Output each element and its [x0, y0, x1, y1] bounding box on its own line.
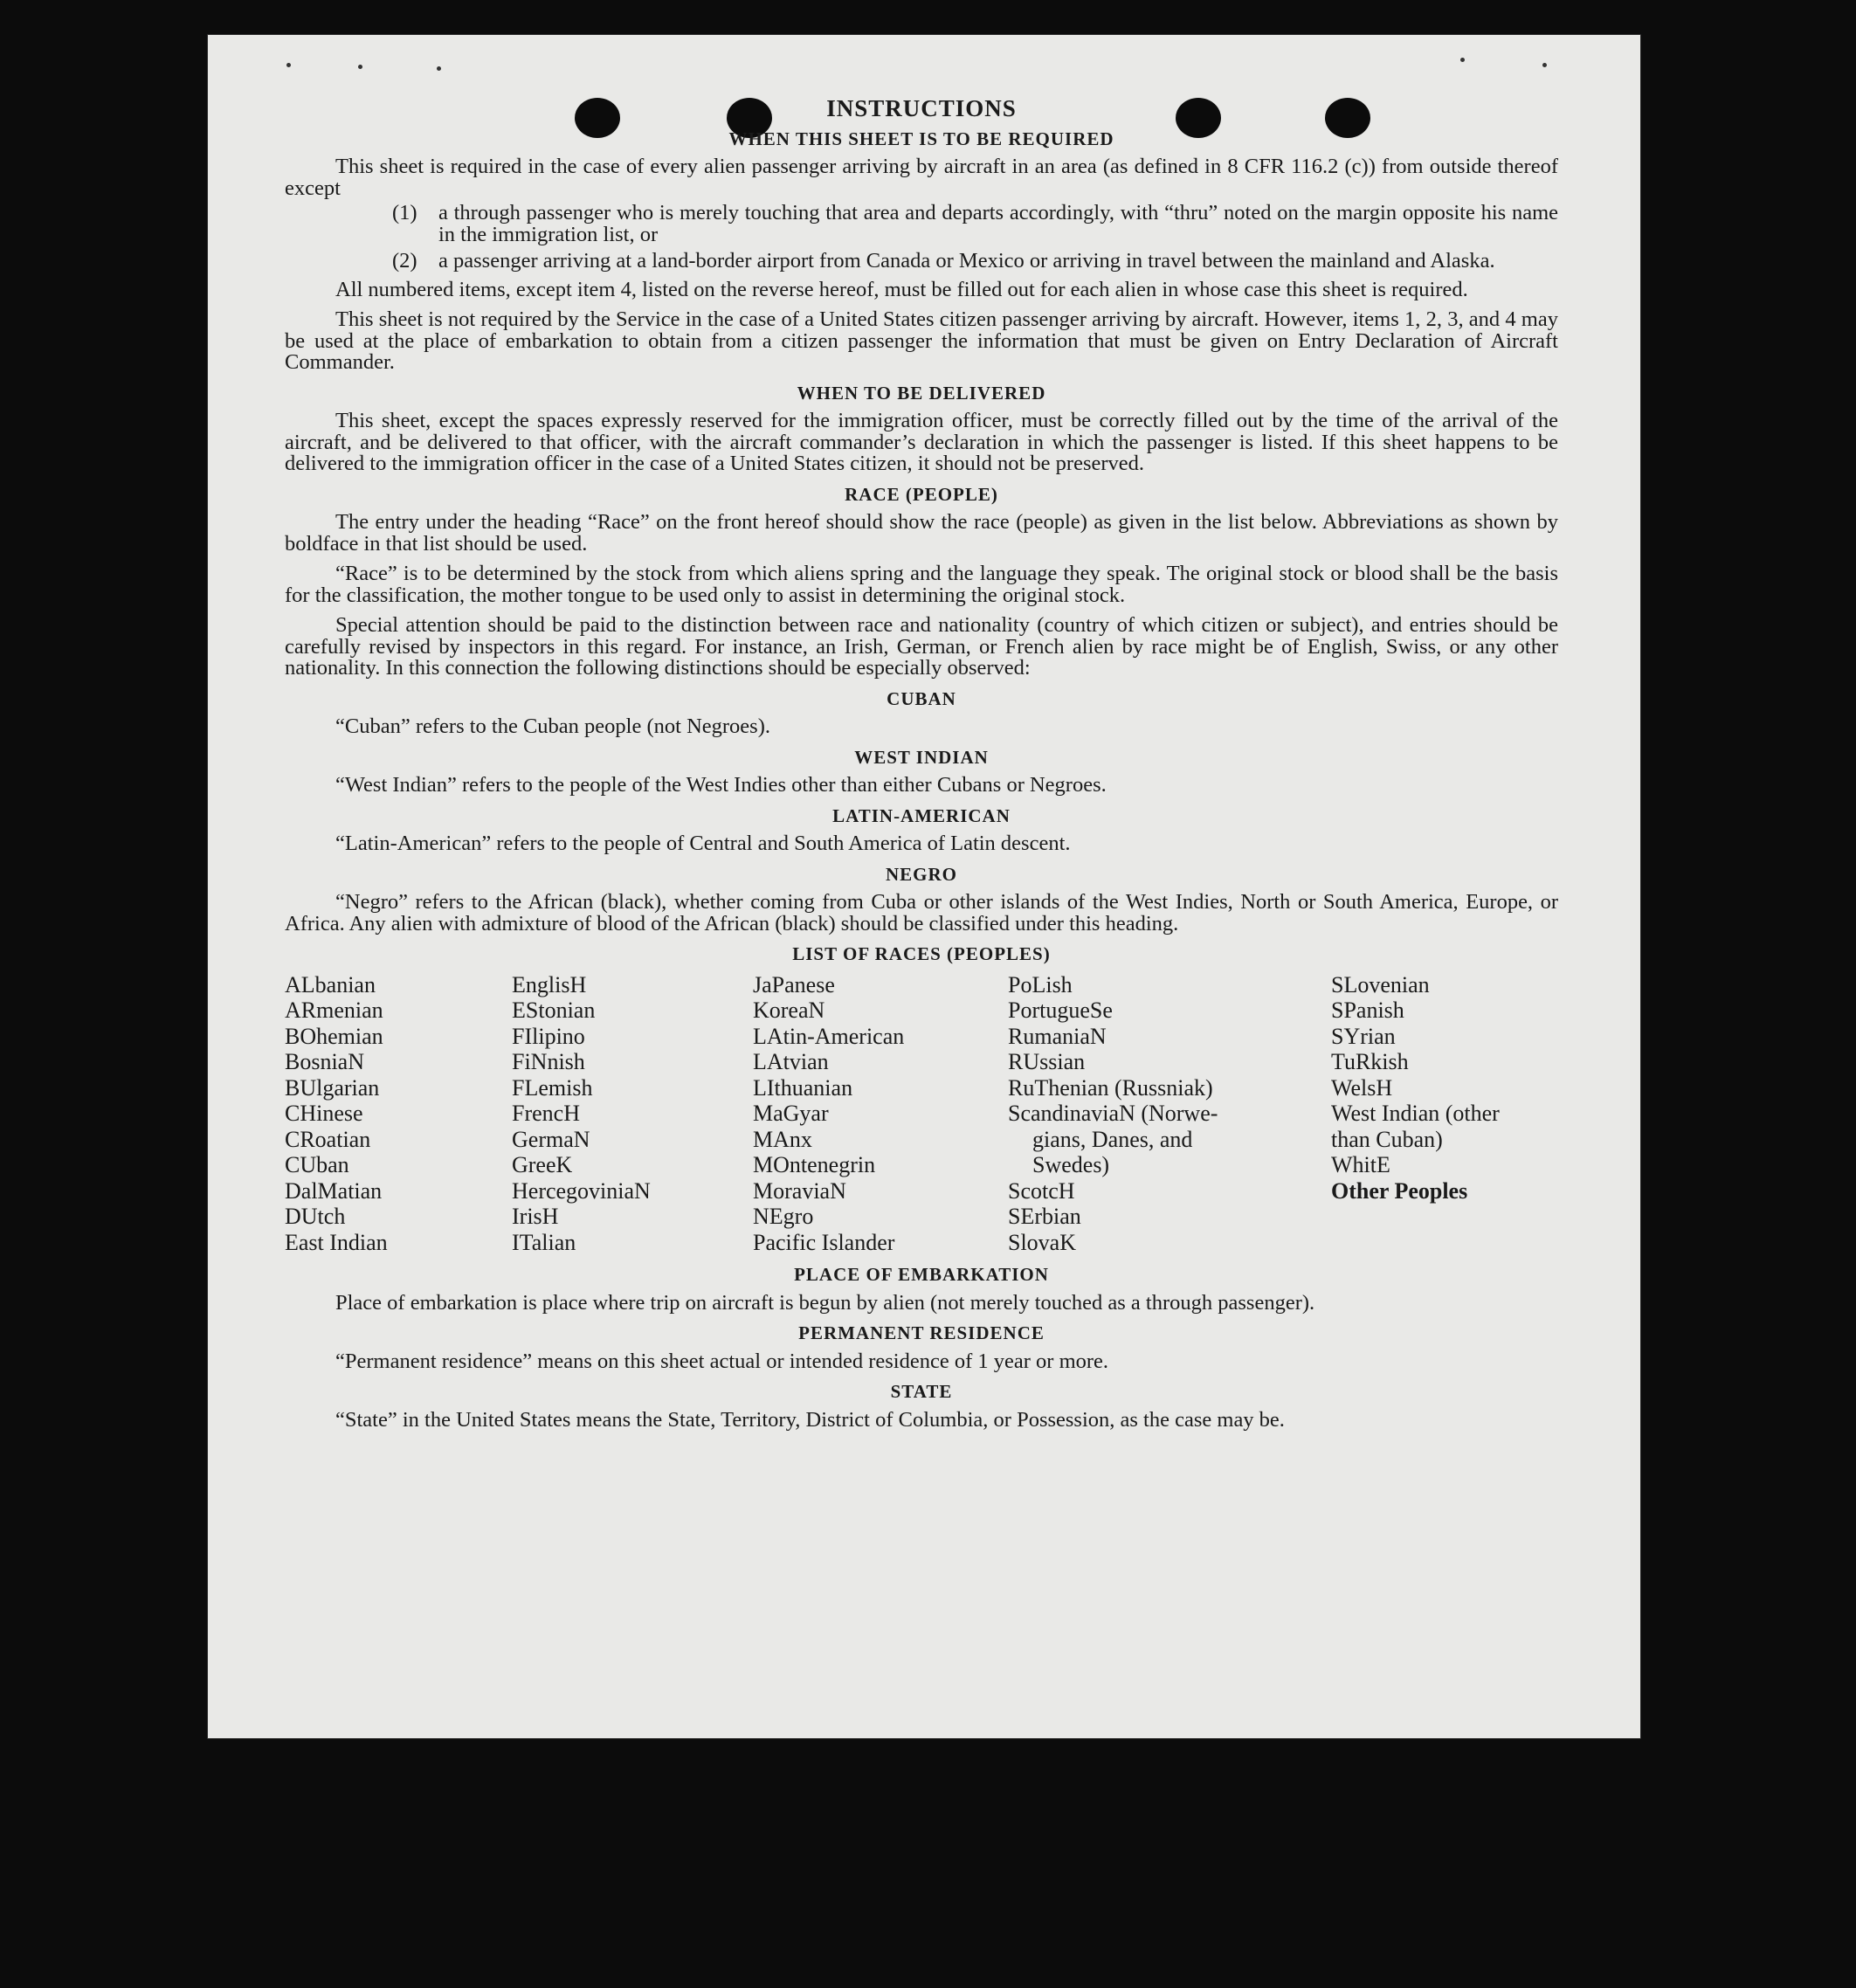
race-entry: MoraviaN — [753, 1177, 846, 1204]
section-heading: WHEN THIS SHEET IS TO BE REQUIRED — [728, 128, 1114, 149]
race-entry: MOntenegrin — [753, 1152, 876, 1177]
race-entry: ALbanian — [285, 971, 376, 997]
section-heading: STATE — [890, 1381, 953, 1402]
race-entry: DalMatian — [285, 1177, 383, 1204]
race-entry: than Cuban) — [1331, 1126, 1443, 1152]
races-column — [753, 972, 1008, 1256]
race-entry: LIthuanian — [753, 1074, 853, 1101]
paper-speck — [1460, 58, 1465, 62]
race-entry: gians, Danes, and — [1032, 1126, 1193, 1152]
race-entry: ScotcH — [1008, 1177, 1075, 1204]
race-entry: EStonian — [512, 997, 596, 1023]
race-entry: WhitE — [1331, 1152, 1390, 1177]
race-entry: Pacific Islander — [753, 1229, 895, 1255]
paper-speck — [437, 66, 441, 71]
race-entry: SlovaK — [1008, 1229, 1076, 1255]
race-entry: Swedes) — [1032, 1152, 1110, 1177]
item-text: a through passenger who is merely touching that area and departs accordingly, with “thru” noted on the margin opposite his name in the immigration list, or — [438, 201, 1558, 246]
race-entry: EnglisH — [512, 971, 587, 997]
race-entry: East Indian — [285, 1229, 388, 1255]
paragraph: Special attention should be paid to the distinction between race and nationality (country of which citizen or subject), and entries should be carefully revised by inspectors in this regard. For instance, an Irish, German, or French alien by race might be of English, Swiss, or any other nationality. In this connection the following distinctions should be especially observed: — [285, 613, 1558, 680]
paragraph: Place of embarkation is place where trip on aircraft is begun by alien (not merely touched as a through passenger). — [335, 1290, 1315, 1315]
paper-speck — [358, 65, 362, 69]
document-page — [208, 35, 1640, 1738]
race-entry: West Indian (other — [1331, 1101, 1500, 1126]
section-heading: PLACE OF EMBARKATION — [794, 1264, 1049, 1285]
race-entry: ITalian — [512, 1229, 576, 1255]
race-entry: ARmenian — [285, 997, 383, 1023]
race-entry: NEgro — [753, 1204, 814, 1229]
item-number: (1) — [392, 201, 417, 224]
section-heading: NEGRO — [885, 863, 957, 885]
race-entry: CUban — [285, 1152, 349, 1177]
section-heading: RACE (PEOPLE) — [845, 483, 998, 505]
list-item — [392, 203, 1558, 245]
section-heading: LIST OF RACES (PEOPLES) — [792, 943, 1051, 964]
race-entry: SPanish — [1331, 997, 1404, 1023]
paragraph: This sheet, except the spaces expressly reserved for the immigration officer, must be correctly filled out by the time of the arrival of the aircraft, and be delivered to that officer, with the aircraft commander’s declaration in which the passenger is listed. If this sheet happens to be delivered to the immigration officer in the case of a United States citizen, it should not be preserved. — [285, 409, 1558, 475]
race-entry: HercegoviniaN — [512, 1177, 651, 1204]
race-entry: JaPanese — [753, 971, 835, 997]
paragraph: “Race” is to be determined by the stock from which aliens spring and the language they speak. The original stock or blood shall be the basis for the classification, the mother tongue to be used only to assist in determining the original stock. — [285, 562, 1558, 607]
item-number: (2) — [392, 249, 417, 273]
race-entry: CHinese — [285, 1101, 363, 1126]
race-entry: SErbian — [1008, 1204, 1081, 1229]
paragraph: “State” in the United States means the State, Territory, District of Columbia, or Possession, as the case may be. — [335, 1407, 1285, 1432]
race-entry: ScandinaviaN (Norwe- — [1008, 1101, 1218, 1126]
race-entry: FIlipino — [512, 1023, 585, 1049]
race-entry: RuThenian (Russniak) — [1008, 1074, 1213, 1101]
race-entry: DUtch — [285, 1204, 346, 1229]
paper-speck — [1542, 63, 1547, 67]
race-entry: RUssian — [1008, 1049, 1086, 1074]
paragraph: “Permanent residence” means on this sheet actual or intended residence of 1 year or more. — [335, 1349, 1109, 1373]
race-entry: IrisH — [512, 1204, 559, 1229]
item-text: a passenger arriving at a land-border airport from Canada or Mexico or arriving in travel between the mainland and Alaska. — [438, 249, 1495, 273]
paragraph: “West Indian” refers to the people of the West Indies other than either Cubans or Negroes. — [335, 773, 1107, 797]
race-entry: BOhemian — [285, 1023, 383, 1049]
section-heading: CUBAN — [887, 687, 956, 709]
paragraph: All numbered items, except item 4, listed on the reverse hereof, must be filled out for each alien in whose case this sheet is required. — [335, 277, 1468, 301]
paragraph: “Latin-American” refers to the people of Central and South America of Latin descent. — [335, 832, 1071, 855]
races-column — [1008, 972, 1331, 1256]
race-entry: CRoatian — [285, 1126, 371, 1152]
paragraph: This sheet is not required by the Service in the case of a United States citizen passenger arriving by aircraft. However, items 1, 2, 3, and 4 may be used at the place of embarkation to obtain from a citizen passenger the information that must be given on Entry Declaration of Aircraft Commander. — [285, 307, 1558, 374]
instructions-content — [285, 95, 1558, 1439]
races-column — [1331, 972, 1558, 1256]
paragraph: “Negro” refers to the African (black), whether coming from Cuba or other islands of the West Indies, North or South America, Europe, or Africa. Any alien with admixture of blood of the African (black) should be classified under this heading. — [285, 890, 1558, 935]
paper-speck — [286, 63, 291, 67]
race-entry: BosniaN — [285, 1049, 364, 1074]
race-entry: BUlgarian — [285, 1074, 380, 1101]
race-entry: FiNnish — [512, 1049, 585, 1074]
section-heading: LATIN-AMERICAN — [832, 804, 1011, 826]
race-entry: RumaniaN — [1008, 1023, 1107, 1049]
race-entry: WelsH — [1331, 1074, 1393, 1101]
race-entry: SYrian — [1331, 1023, 1396, 1049]
race-entry: GermaN — [512, 1126, 590, 1152]
exceptions-list — [285, 203, 1558, 273]
races-column — [512, 972, 753, 1256]
race-entry: LAtin-American — [753, 1023, 905, 1049]
race-entry: TuRkish — [1331, 1049, 1409, 1074]
race-entry: LAtvian — [753, 1049, 829, 1074]
races-column — [285, 972, 512, 1256]
race-entry: FLemish — [512, 1074, 593, 1101]
race-entry: MAnx — [753, 1126, 812, 1152]
paragraph: The entry under the heading “Race” on the front hereof should show the race (people) as given in the list below. Abbreviations as shown by boldface in that list should be used. — [285, 510, 1558, 556]
page-title: INSTRUCTIONS — [826, 95, 1017, 121]
section-heading: PERMANENT RESIDENCE — [798, 1322, 1045, 1343]
race-entry: PoLish — [1008, 971, 1073, 997]
paragraph: This sheet is required in the case of every alien passenger arriving by aircraft in an area (as defined in 8 CFR 116.2 (c)) from outside thereof except — [285, 155, 1558, 200]
race-entry: FrencH — [512, 1101, 580, 1126]
race-entry: MaGyar — [753, 1101, 829, 1126]
race-entry: SLovenian — [1331, 971, 1430, 997]
section-heading: WHEN TO BE DELIVERED — [797, 382, 1046, 404]
section-heading: WEST INDIAN — [854, 746, 989, 768]
race-entry: KoreaN — [753, 997, 825, 1023]
race-entry: GreeK — [512, 1152, 573, 1177]
list-item — [392, 251, 1558, 273]
races-list — [285, 972, 1558, 1256]
paragraph: “Cuban” refers to the Cuban people (not Negroes). — [335, 714, 770, 738]
race-entry: PortugueSe — [1008, 997, 1113, 1023]
race-entry: Other Peoples — [1331, 1177, 1468, 1204]
